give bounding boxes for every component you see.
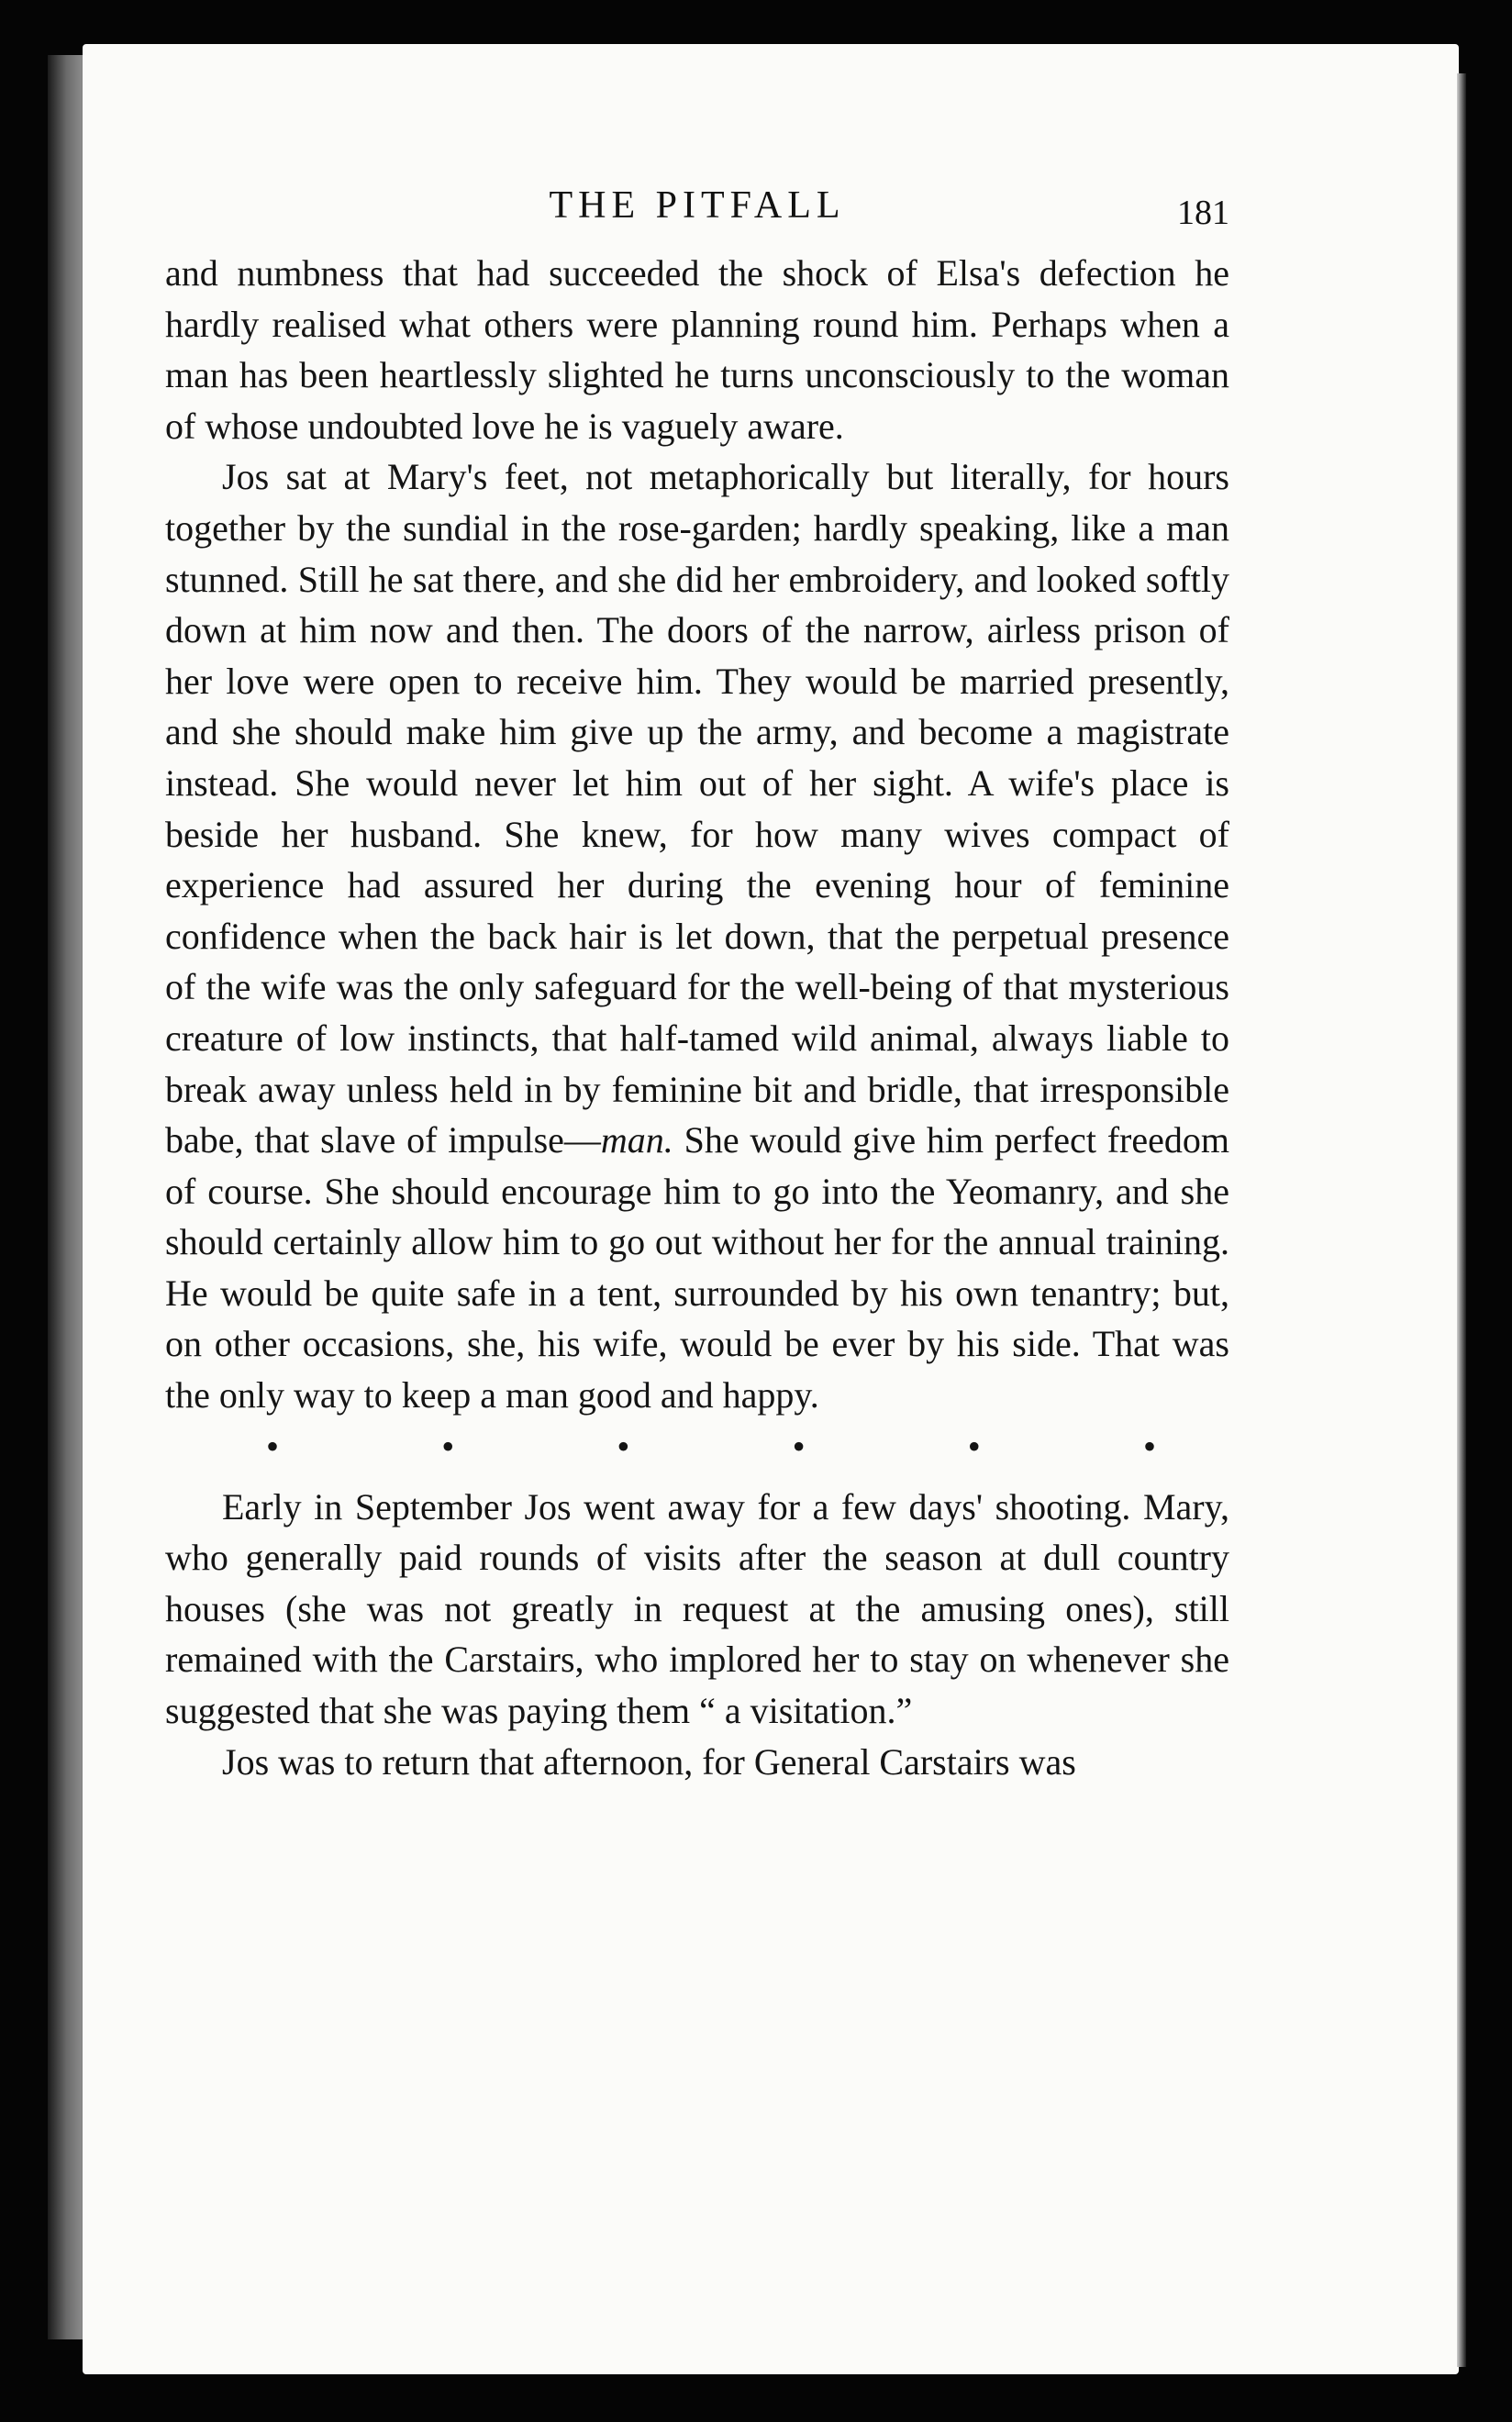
section-break-dot: • xyxy=(617,1425,630,1467)
section-break xyxy=(165,1421,1229,1482)
page-edge-shadow xyxy=(1457,73,1466,2367)
running-head: THE PITFALL xyxy=(549,184,846,227)
section-break-dot: • xyxy=(266,1425,280,1467)
paragraph: Jos was to return that afternoon, for General Carstairs was xyxy=(222,1740,1076,1783)
paragraph xyxy=(165,451,1229,1420)
body-text xyxy=(165,248,1229,1787)
paragraph: and numbness that had succeeded the shock of Elsa's defection he hardly realised what others were planning round him. Perhaps when a man has been heartlessly slighted he turns unconsciously to the woman of whose undoubted love he is vaguely aware. xyxy=(165,252,1229,447)
paragraph: Early in September Jos went away for a few days' shooting. Mary, who generally paid rounds of visits after the season at dull country houses (she was not greatly in request at the amusing ones), still remained with the Carstairs, who implored her to stay on whenever she suggested that she was paying them “ a visitation.” xyxy=(165,1485,1229,1732)
section-break-dot: • xyxy=(1142,1425,1156,1467)
page-header xyxy=(165,183,1229,239)
paragraph-text: She would give him perfect freedom of course. She should encourage him to go into the Yeomanry, and she should certainly allow him to go out without her for the annual training. He would be quite safe in a tent, surrounded by his own tenantry; but, on other occasions, she, his wife, would be ever by his side. That was the only way to keep a man good and happy. xyxy=(165,1119,1229,1417)
section-break-dot: • xyxy=(792,1425,806,1467)
page-number: 181 xyxy=(1177,194,1229,232)
section-break-dot: • xyxy=(967,1425,981,1467)
section-break-dot: • xyxy=(441,1425,455,1467)
paragraph-text: Jos sat at Mary's feet, not metaphorically but literally, for hours together by the sundial in the rose-garden; hardly speaking, like a man stunned. Still he sat there, and she did her embroidery, and looked softly down at him now and then. The doors of the narrow, airless prison of her love were open to receive him. They would be married presently, and she should make him give up the army, and become a magistrate instead. She would never let him out of her sight. A wife's place is beside her husband. She knew, for how many wives compact of experience had assured her during the evening hour of feminine confidence when the back hair is let down, that the perpetual presence of the wife was the only safeguard for the well-being of that mysterious creature of low instincts, that half-tamed wild animal, always liable to break away unless held in by feminine bit and bridle, that irresponsible babe, that slave of impulse— xyxy=(165,456,1229,1161)
italic-word: man. xyxy=(600,1119,673,1161)
